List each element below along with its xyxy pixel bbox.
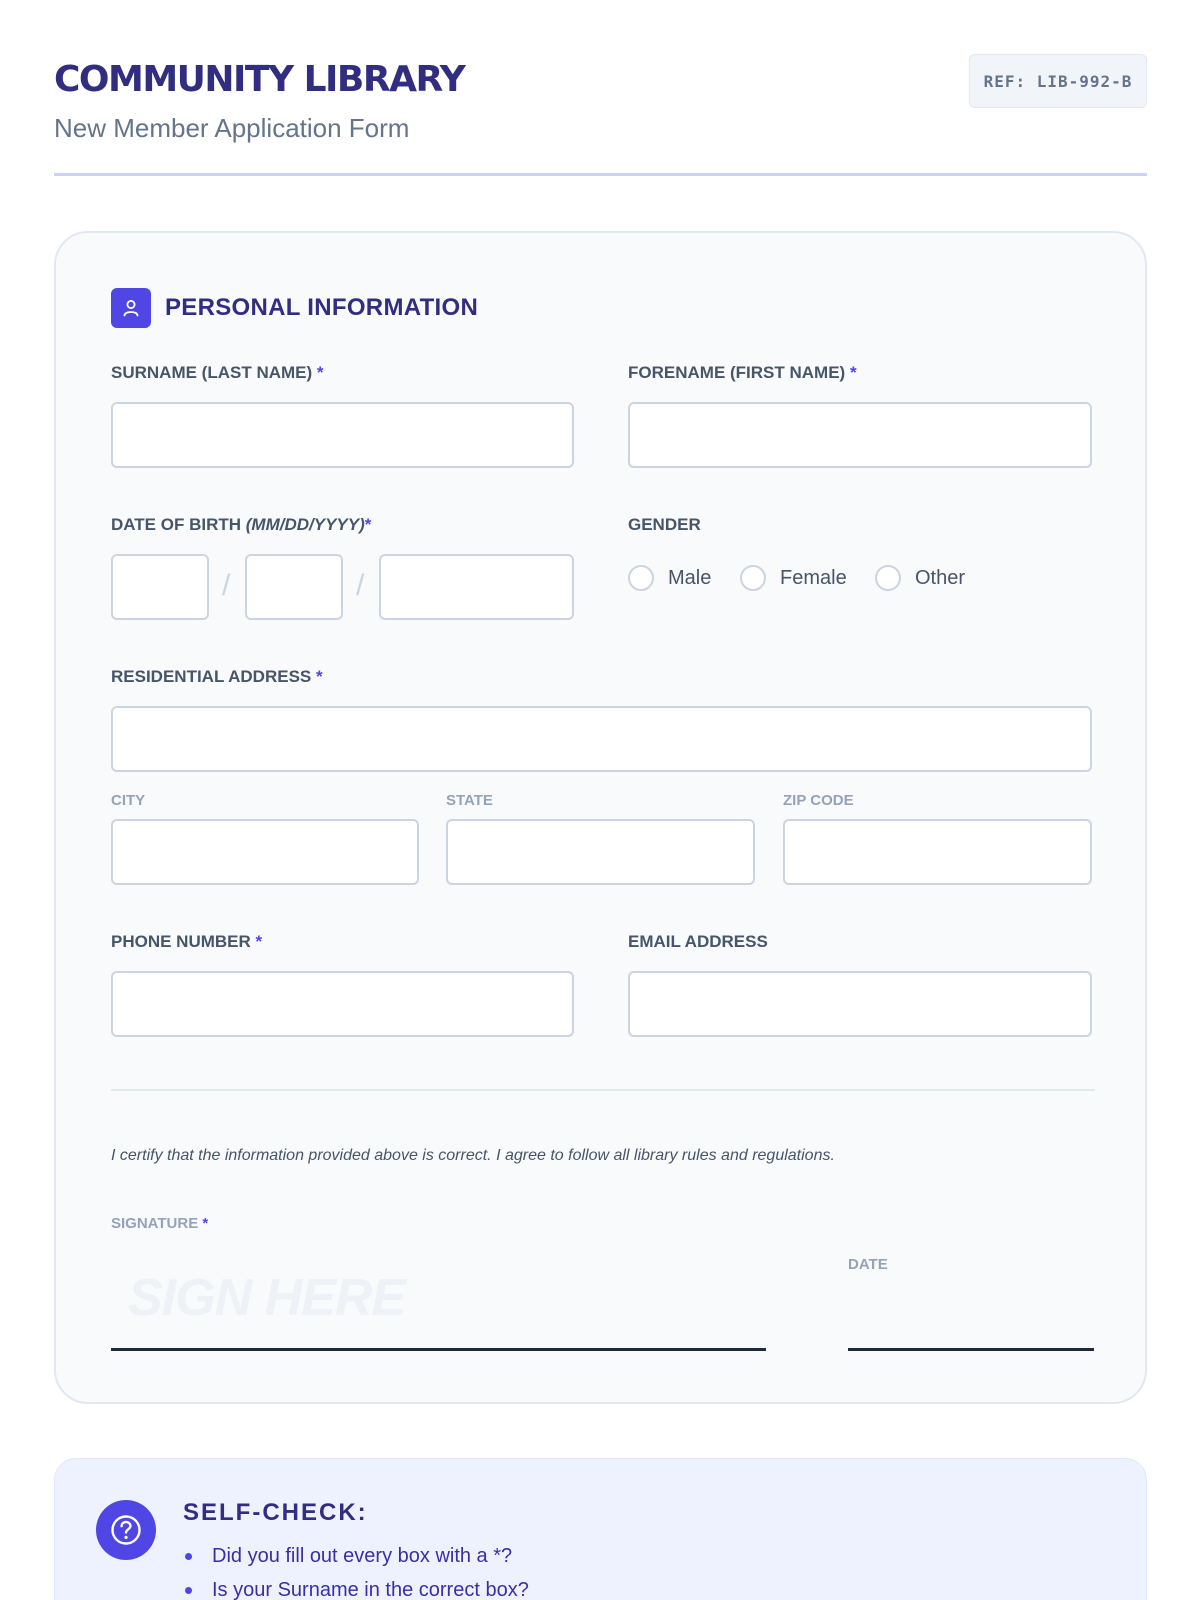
- gender-label: GENDER: [628, 515, 701, 534]
- state-field[interactable]: [446, 819, 755, 885]
- dob-separator: /: [356, 569, 365, 602]
- reference-badge: REF: LIB-992-B: [969, 54, 1147, 108]
- form-subtitle: New Member Application Form: [54, 113, 410, 143]
- phone-label: PHONE NUMBER *: [111, 932, 263, 951]
- radio-button[interactable]: [628, 565, 654, 591]
- forename-field[interactable]: [628, 402, 1092, 468]
- zip-field[interactable]: [783, 819, 1092, 885]
- signature-placeholder: SIGN HERE: [128, 1269, 406, 1327]
- phone-field[interactable]: [111, 971, 574, 1037]
- state-label: STATE: [446, 792, 493, 809]
- self-check-panel: [54, 1458, 1147, 1600]
- question-circle-icon: [96, 1500, 156, 1560]
- list-item: Is your Surname in the correct box?: [183, 1573, 529, 1600]
- surname-field[interactable]: [111, 402, 574, 468]
- dob-day-field[interactable]: [245, 554, 343, 620]
- section-divider: [111, 1089, 1095, 1091]
- dob-label: DATE OF BIRTH (MM/DD/YYYY)*: [111, 515, 372, 534]
- date-label: DATE: [848, 1256, 888, 1273]
- date-line[interactable]: [848, 1348, 1094, 1351]
- address-field[interactable]: [111, 706, 1092, 772]
- self-check-list: [183, 1539, 529, 1600]
- self-check-title: SELF-CHECK:: [183, 1499, 368, 1526]
- forename-label: FORENAME (FIRST NAME) *: [628, 363, 857, 382]
- user-icon: [111, 288, 151, 328]
- section-title: PERSONAL INFORMATION: [165, 294, 479, 321]
- gender-option-other[interactable]: Other: [875, 563, 965, 593]
- radio-button[interactable]: [875, 565, 901, 591]
- library-title: COMMUNITY LIBRARY: [54, 59, 465, 100]
- list-item: Did you fill out every box with a *?: [183, 1539, 529, 1573]
- gender-option-female[interactable]: Female: [740, 563, 847, 593]
- signature-line[interactable]: [111, 1348, 766, 1351]
- surname-label: SURNAME (LAST NAME) *: [111, 363, 324, 382]
- form-header: [54, 56, 1147, 176]
- personal-info-card: [54, 231, 1147, 1404]
- city-label: CITY: [111, 792, 146, 809]
- radio-button[interactable]: [740, 565, 766, 591]
- signature-label: SIGNATURE *: [111, 1215, 209, 1232]
- gender-option-male[interactable]: Male: [628, 563, 711, 593]
- certification-statement: I certify that the information provided above is correct. I agree to follow all library rules and regulations.: [111, 1147, 835, 1164]
- email-field[interactable]: [628, 971, 1092, 1037]
- city-field[interactable]: [111, 819, 419, 885]
- dob-month-field[interactable]: [111, 554, 209, 620]
- zip-label: ZIP CODE: [783, 792, 854, 809]
- dob-year-field[interactable]: [379, 554, 574, 620]
- header-divider: [54, 173, 1147, 176]
- dob-separator: /: [222, 569, 231, 602]
- email-label: EMAIL ADDRESS: [628, 932, 768, 951]
- address-label: RESIDENTIAL ADDRESS *: [111, 667, 323, 686]
